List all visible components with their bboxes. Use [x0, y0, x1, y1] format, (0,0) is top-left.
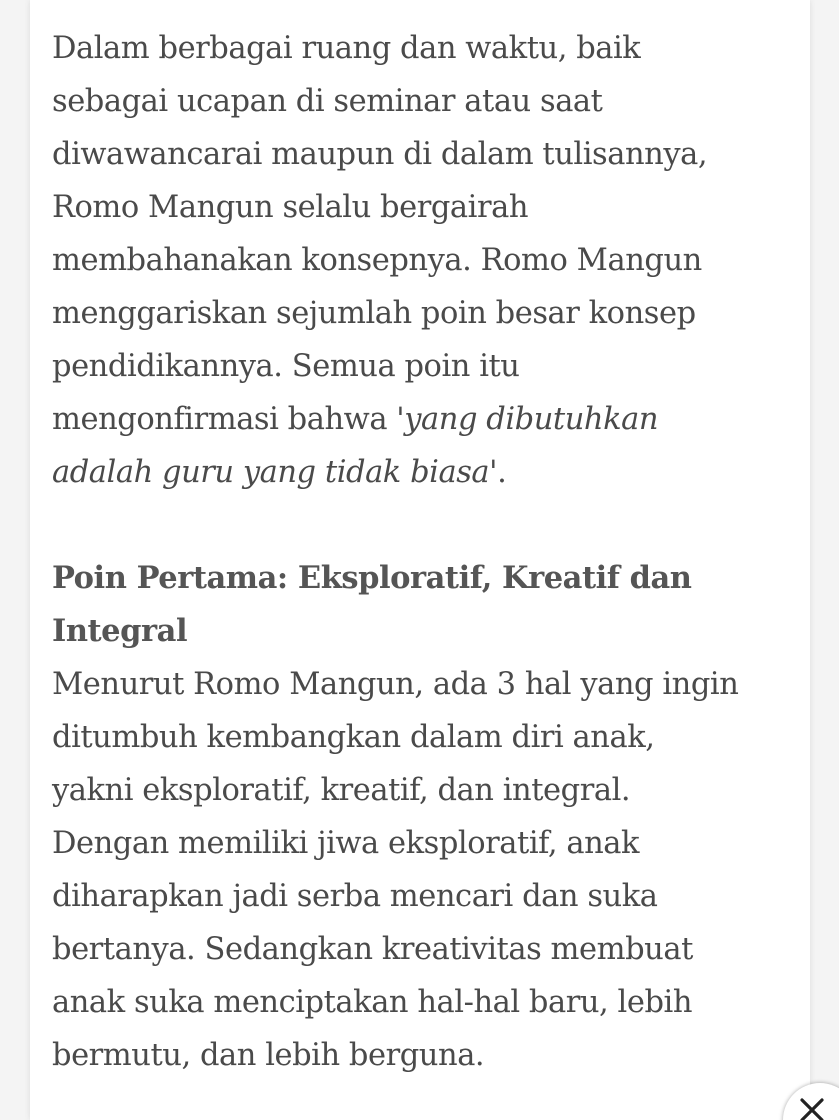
paragraph-line: Dengan memiliki jiwa eksploratif, anak — [52, 826, 640, 861]
paragraph-line: bermutu, dan lebih berguna. — [52, 1038, 485, 1073]
paragraph-text: mengonfirmasi bahwa ' — [52, 402, 405, 437]
paragraph-line: diharapkan jadi serba mencari dan suka — [52, 879, 658, 914]
article-body — [52, 22, 802, 1082]
paragraph-line: sebagai ucapan di seminar atau saat — [52, 84, 603, 119]
heading-line: Poin Pertama: Eksploratif, Kreatif dan — [52, 560, 692, 596]
section-heading — [52, 552, 802, 658]
paragraph-line: ditumbuh kembangkan dalam diri anak, — [52, 720, 655, 755]
paragraph-line: diwawancarai maupun di dalam tulisannya, — [52, 137, 708, 172]
paragraph-intro — [52, 22, 802, 499]
paragraph-line: anak suka menciptakan hal-hal baru, lebih — [52, 985, 693, 1020]
paragraph-line — [52, 446, 802, 499]
paragraph-line — [52, 393, 802, 446]
paragraph-line: membahanakan konsepnya. Romo Mangun — [52, 243, 702, 278]
paragraph-line: yakni eksploratif, kreatif, dan integral. — [52, 773, 631, 808]
heading-line: Integral — [52, 613, 188, 649]
paragraph-line: menggariskan sejumlah poin besar konsep — [52, 296, 696, 331]
paragraph-line: pendidikannya. Semua poin itu — [52, 349, 520, 384]
quote-italic: yang dibutuhkan — [404, 402, 659, 437]
close-icon — [799, 1097, 825, 1120]
quote-italic: adalah guru yang tidak biasa — [52, 455, 490, 490]
paragraph-line: Menurut Romo Mangun, ada 3 hal yang ingin — [52, 667, 739, 702]
paragraph-line: Dalam berbagai ruang dan waktu, baik — [52, 31, 641, 66]
paragraph-text: '. — [489, 455, 507, 490]
paragraph-line: Romo Mangun selalu bergairah — [52, 190, 529, 225]
paragraph-line: bertanya. Sedangkan kreativitas membuat — [52, 932, 693, 967]
paragraph-point-one — [52, 658, 802, 1082]
